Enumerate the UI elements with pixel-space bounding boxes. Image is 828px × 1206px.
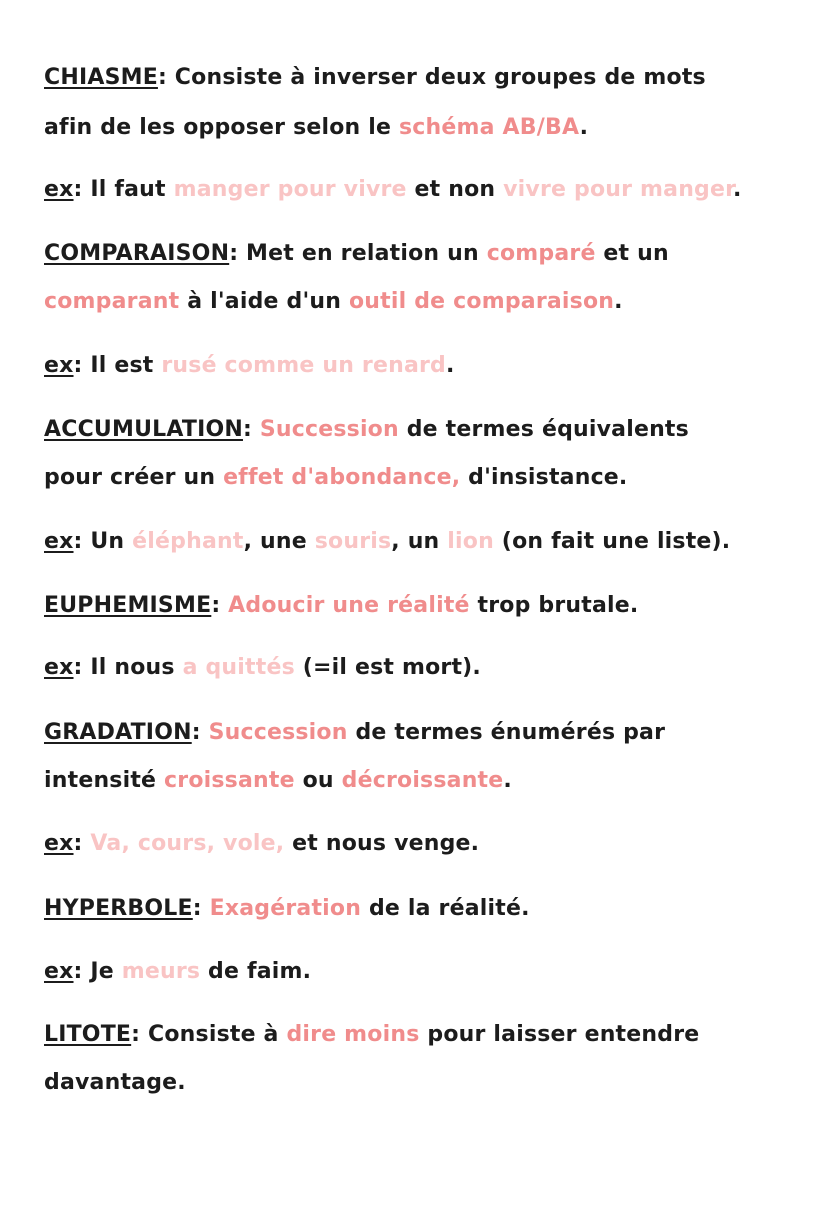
definition-text: .	[579, 115, 589, 140]
comparaison-definition-line-1	[44, 238, 808, 270]
definition-text: :	[211, 593, 229, 618]
litote-definition-line-2	[44, 1067, 808, 1099]
definition-text: .	[614, 289, 623, 314]
highlight-text: dire moins	[286, 1022, 420, 1047]
highlight-text: outil de comparaison	[348, 289, 615, 314]
example-text: : Je	[73, 959, 122, 984]
example-highlight: rusé comme un renard	[161, 353, 446, 378]
accumulation-example-line	[44, 526, 808, 558]
definition-text: intensité	[44, 768, 165, 793]
definition-text: de la réalité.	[361, 896, 530, 921]
hyperbole-example-line	[44, 956, 808, 988]
example-text: : Il est	[73, 353, 162, 378]
hyperbole-definition-line-1	[44, 893, 808, 925]
example-highlight: éléphant	[132, 529, 244, 554]
example-label: ex	[44, 353, 74, 378]
chiasme-definition-line-2	[44, 112, 808, 144]
definition-text: trop brutale.	[469, 593, 639, 618]
euphemisme-definition-line-1	[44, 590, 808, 622]
example-label: ex	[44, 959, 74, 984]
chiasme-example-line	[44, 174, 808, 206]
example-text: .	[446, 353, 455, 378]
term-heading: EUPHEMISME	[44, 593, 212, 618]
definition-text: ou	[294, 768, 342, 793]
definition-text: de termes énumérés par	[347, 720, 666, 745]
definition-text: :	[192, 896, 210, 921]
litote-definition-line-1	[44, 1019, 808, 1051]
term-heading: HYPERBOLE	[44, 896, 193, 921]
term-heading: LITOTE	[44, 1022, 132, 1047]
example-text: et non	[406, 177, 504, 202]
definition-text: d'insistance.	[460, 465, 628, 490]
definition-text: à l'aide d'un	[179, 289, 349, 314]
highlight-text: Adoucir une réalité	[228, 593, 470, 618]
definition-text: afin de les opposer selon le	[44, 115, 399, 140]
gradation-example-line	[44, 828, 808, 860]
term-heading: CHIASME	[44, 65, 158, 90]
example-text: .	[733, 177, 742, 202]
example-text: : Un	[73, 529, 133, 554]
euphemisme-example-line	[44, 652, 808, 684]
definition-text: : Consiste à inverser deux groupes de mots	[157, 65, 706, 90]
definition-text: de termes équivalents	[398, 417, 689, 442]
example-text: de faim.	[200, 959, 312, 984]
definition-text: :	[242, 417, 260, 442]
term-heading: ACCUMULATION	[44, 417, 243, 442]
term-heading: COMPARAISON	[44, 241, 230, 266]
example-label: ex	[44, 655, 74, 680]
example-text: (on fait une liste).	[493, 529, 731, 554]
highlight-text: Succession	[259, 417, 399, 442]
example-highlight: lion	[447, 529, 494, 554]
highlight-text: schéma AB/BA	[399, 115, 580, 140]
highlight-text: Succession	[208, 720, 348, 745]
example-text: : Il faut	[73, 177, 174, 202]
accumulation-definition-line-2	[44, 462, 808, 494]
example-highlight: souris	[314, 529, 392, 554]
example-text: : Il nous	[73, 655, 183, 680]
example-text: , une	[243, 529, 315, 554]
example-text: et nous venge.	[284, 831, 480, 856]
example-highlight: vivre pour manger	[503, 177, 734, 202]
definition-text: .	[503, 768, 512, 793]
highlight-text: croissante	[164, 768, 295, 793]
chiasme-definition-line-1	[44, 62, 808, 94]
term-heading: GRADATION	[44, 720, 192, 745]
example-text: (=il est mort).	[294, 655, 481, 680]
comparaison-definition-line-2	[44, 286, 808, 318]
example-text: , un	[391, 529, 448, 554]
definition-text: : Met en relation un	[229, 241, 487, 266]
example-highlight: manger pour vivre	[173, 177, 407, 202]
highlight-text: Exagération	[209, 896, 362, 921]
gradation-definition-line-1	[44, 717, 808, 749]
example-highlight: Va, cours, vole,	[90, 831, 285, 856]
highlight-text: décroissante	[341, 768, 504, 793]
definition-text: :	[191, 720, 209, 745]
definition-text: pour créer un	[44, 465, 224, 490]
accumulation-definition-line-1	[44, 414, 808, 446]
comparaison-example-line	[44, 350, 808, 382]
example-highlight: meurs	[121, 959, 201, 984]
highlight-text: comparant	[44, 289, 180, 314]
example-text: :	[73, 831, 91, 856]
example-label: ex	[44, 177, 74, 202]
gradation-definition-line-2	[44, 765, 808, 797]
definition-text: et un	[595, 241, 669, 266]
example-label: ex	[44, 831, 74, 856]
highlight-text: effet d'abondance,	[223, 465, 461, 490]
definition-text: pour laisser entendre	[419, 1022, 700, 1047]
highlight-text: comparé	[486, 241, 596, 266]
definition-text: : Consiste à	[131, 1022, 287, 1047]
example-highlight: a quittés	[182, 655, 295, 680]
example-label: ex	[44, 529, 74, 554]
definition-text: davantage.	[44, 1070, 186, 1095]
